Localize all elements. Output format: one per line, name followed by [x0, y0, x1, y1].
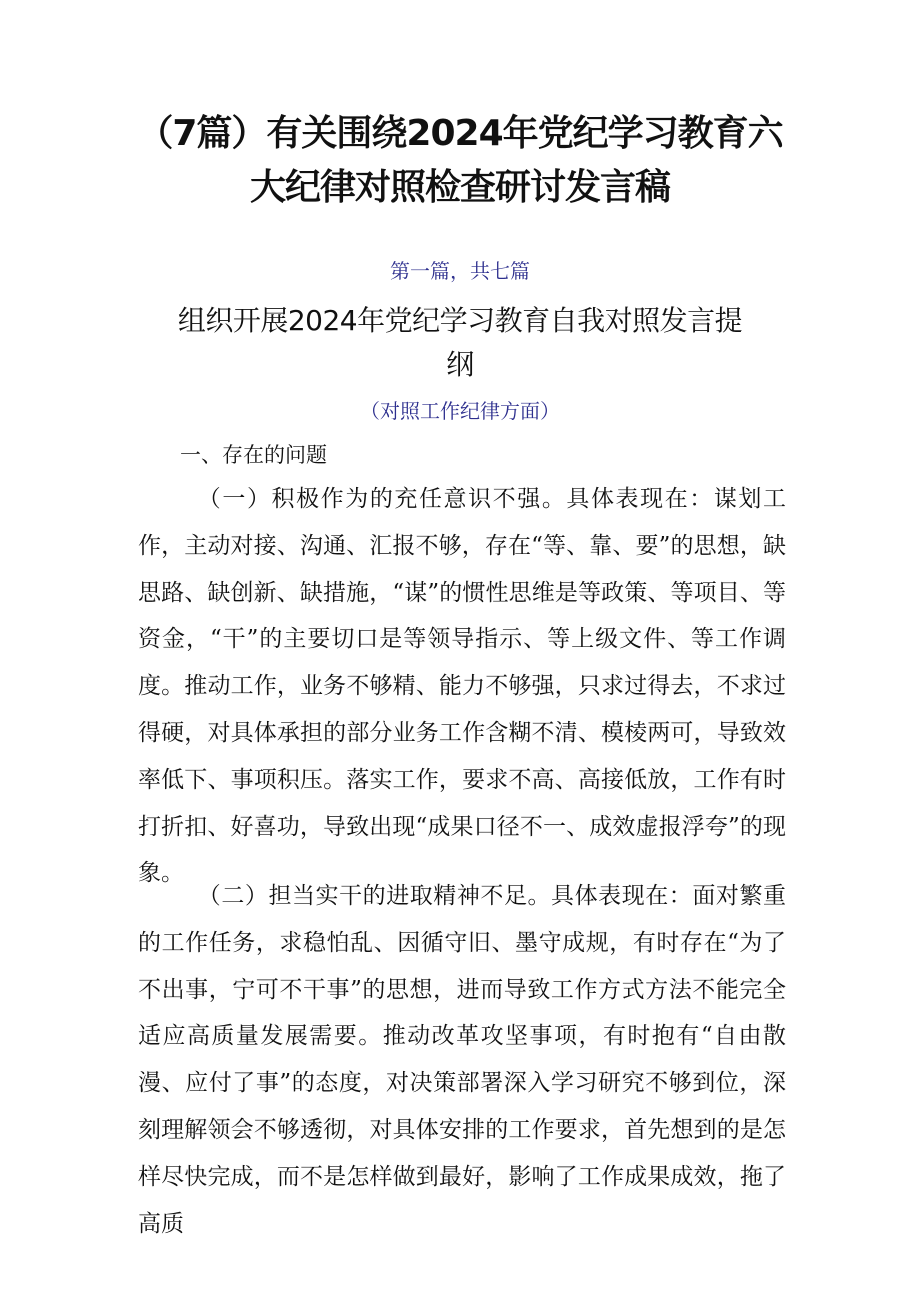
- problems-heading: 一、存在的问题: [180, 443, 327, 467]
- section-title-line-2: 纲: [446, 348, 474, 381]
- section-subtitle: （对照工作纪律方面）: [360, 399, 560, 423]
- document-title-line-1: （7篇）有关围绕2024年党纪学习教育六: [137, 113, 783, 154]
- section-title-line-1: 组织开展2024年党纪学习教育自我对照发言提: [177, 304, 743, 337]
- paragraph-1: （一）积极作为的充任意识不强。具体表现在：谋划工作，主动对接、沟通、汇报不够，存在“等、靠、要”的思想，缺思路、缺创新、缺措施，“谋”的惯性思维是等政策、等项目、等资金，“干”的主要切口是等领导指示、等上级文件、等工作调度。推动工作，业务不够精、能力不够强，只求过得去，不求过得硬，对具体承担的部分业务工作含糊不清、模棱两可，导致效率低下、事项积压。落实工作，要求不高、高接低放，工作有时打折扣、好喜功，导致出现“成果口径不一、成效虚报浮夸”的现象。: [138, 486, 786, 887]
- document-title-line-2: 大纪律对照检查研讨发言稿: [249, 167, 670, 208]
- paragraph-2: （二）担当实干的进取精神不足。具体表现在：面对繁重的工作任务，求稳怕乱、因循守旧、墨守成规，有时存在“为了不出事，宁可不干事”的思想，进而导致工作方式方法不能完全适应高质量发展需要。推动改革攻坚事项，有时抱有“自由散漫、应付了事”的态度，对决策部署深入学习研究不够到位，深刻理解领会不够透彻，对具体安排的工作要求，首先想到的是怎样尽快完成，而不是怎样做到最好，影响了工作成果成效，拖了高质: [138, 883, 786, 1237]
- part-label: 第一篇，共七篇: [390, 259, 530, 283]
